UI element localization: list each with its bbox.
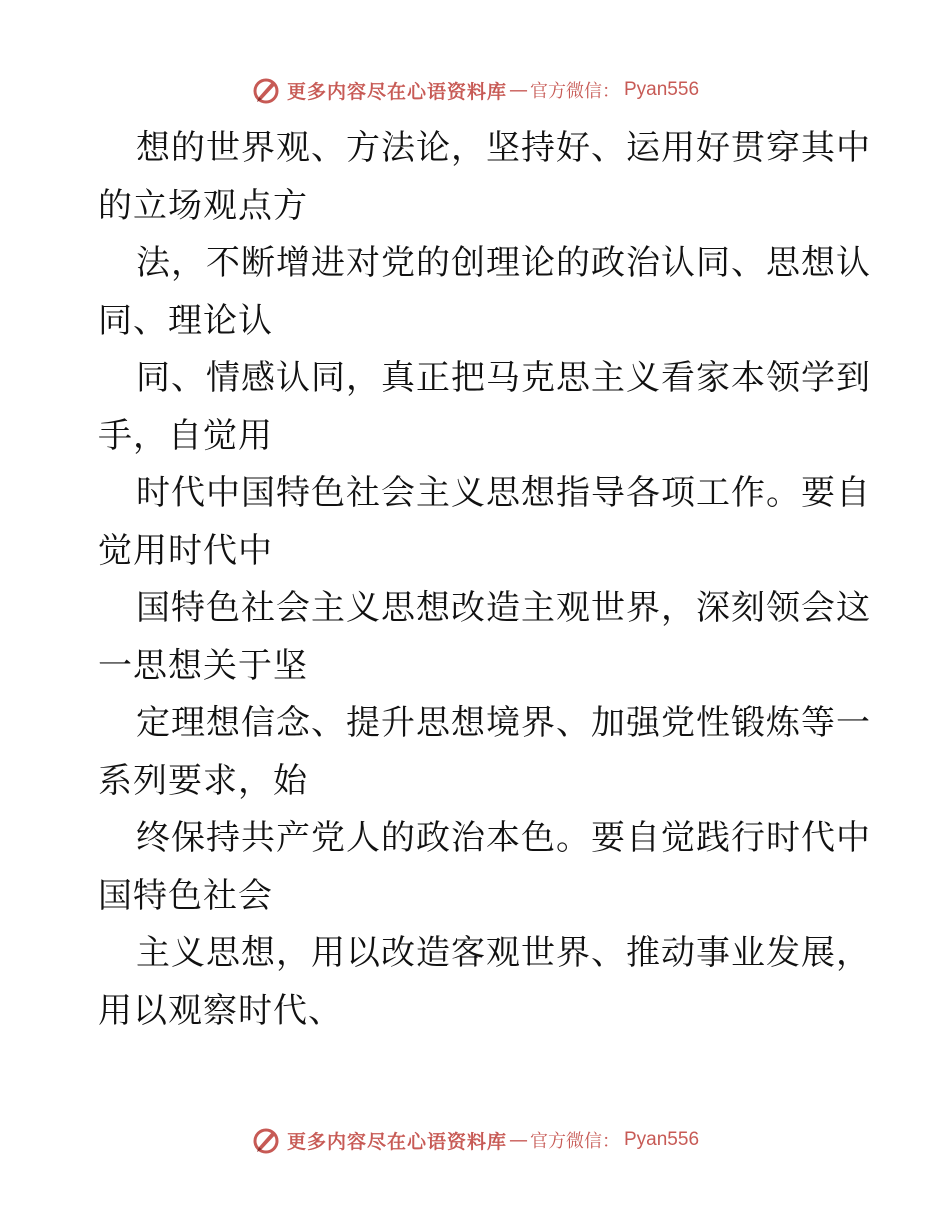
document-body: [98, 120, 871, 1040]
body-line-3: 法，不断增进对党的创理论的政治认同、思想认: [136, 243, 871, 283]
body-line-10: 一思想关于坚: [98, 645, 308, 686]
body-line-1: 想的世界观、方法论，坚持好、运用好贯穿其中: [136, 128, 871, 168]
quill-pen-seal-icon: [251, 1125, 281, 1155]
body-line-13: 终保持共产党人的政治本色。要自觉践行时代中: [136, 818, 871, 858]
footer-separator: —: [509, 1129, 528, 1151]
page-footer-banner: [0, 1120, 950, 1160]
body-line-11: 定理想信念、提升思想境界、加强党性锻炼等一: [136, 703, 871, 743]
header-title: 更多内容尽在心语资料库: [286, 80, 507, 103]
body-line-8: 觉用时代中: [98, 530, 273, 571]
quill-pen-seal-icon: [251, 75, 281, 105]
body-line-2: 的立场观点方: [98, 185, 308, 226]
footer-wechat-id: Pyan556: [624, 1129, 700, 1150]
body-line-5: 同、情感认同，真正把马克思主义看家本领学到: [136, 358, 871, 398]
footer-title: 更多内容尽在心语资料库: [286, 1130, 507, 1153]
body-line-9: 国特色社会主义思想改造主观世界，深刻领会这: [136, 588, 871, 628]
header-wechat-label: 官方微信：: [530, 81, 620, 102]
body-line-12: 系列要求，始: [98, 760, 308, 801]
page-header-banner: [0, 70, 950, 110]
body-line-4: 同、理论认: [98, 300, 273, 341]
header-separator: —: [509, 79, 528, 101]
header-wechat-id: Pyan556: [624, 79, 700, 100]
body-line-16: 用以观察时代、: [98, 990, 343, 1031]
body-line-15: 主义思想，用以改造客观世界、推动事业发展，: [136, 933, 871, 973]
body-line-7: 时代中国特色社会主义思想指导各项工作。要自: [136, 473, 871, 513]
body-line-6: 手，自觉用: [98, 415, 273, 456]
body-line-14: 国特色社会: [98, 875, 273, 916]
footer-wechat-label: 官方微信：: [530, 1131, 620, 1152]
